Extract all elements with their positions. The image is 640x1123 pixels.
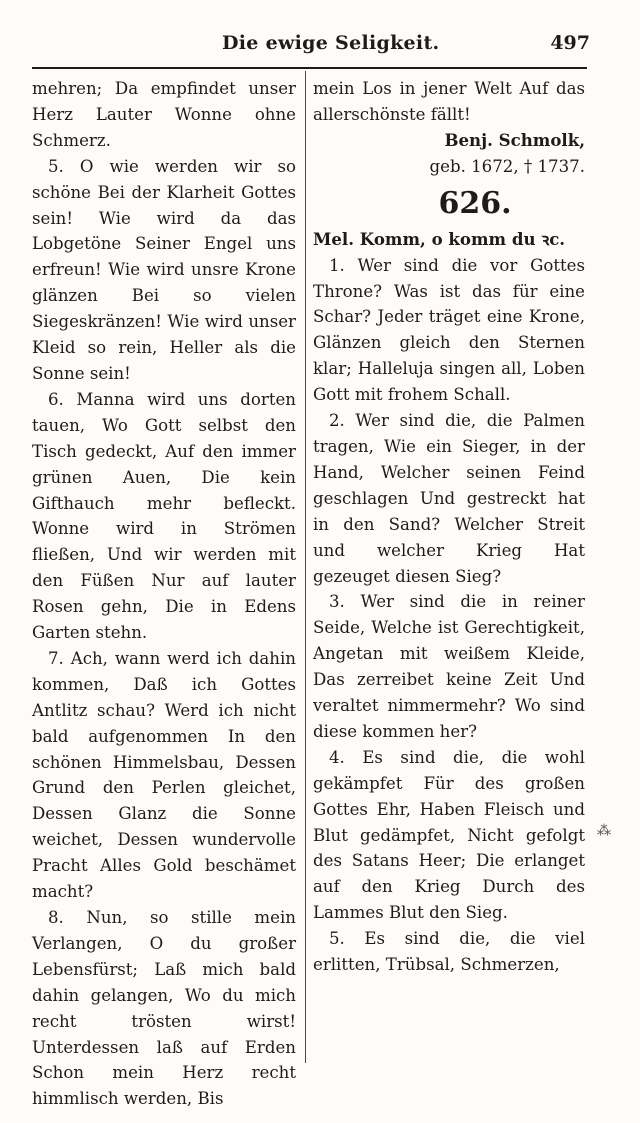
right-verse-continuation: mein Los in jener Welt Auf das allerschönste fällt!	[313, 79, 585, 124]
left-column	[32, 76, 296, 1112]
left-verse-continuation: mehren; Da empfindet unser Herz Lauter Wonne ohne Schmerz.	[32, 79, 296, 150]
left-verse-6: 6. Manna wird uns dorten tauen, Wo Gott selbst den Tisch gedeckt, Auf den immer grünen Auen, Die kein Gifthauch mehr befleckt. Wonne wird in Strömen fließen, Und wir werden mit den Füßen Nur auf lauter Rosen gehn, Die in Edens Garten stehn.	[32, 389, 296, 643]
margin-mark: ⁂	[597, 823, 611, 839]
left-verse-5: 5. O wie werden wir so schöne Bei der Klarheit Gottes sein! Wie wird da das Lobgetöne Seiner Engel uns erfreun! Wie wird unsre Krone glänzen Bei so vielen Siegeskränzen! Wie wird unser Kleid so rein, Heller als die Sonne sein!	[32, 156, 296, 383]
running-title: Die ewige Seligkeit.	[222, 32, 440, 54]
author-name: Benj. Schmolk,	[444, 129, 585, 150]
right-verse-2: 2. Wer sind die, die Palmen tragen, Wie ein Sieger, in der Hand, Welcher seinen Feind geschlagen Und gestreckt hat in den Sand? Welcher Streit und welcher Krieg Hat gezeuget diesen Sieg?	[313, 411, 585, 586]
right-verse-4: 4. Es sind die, die wohl gekämpfet Für des großen Gottes Ehr, Haben Fleisch und Blut gedämpfet, Nicht gefolgt des Satans Heer; Die erlanget auf den Krieg Durch des Lammes Blut den Sieg.	[313, 747, 585, 923]
right-verse-5: 5. Es sind die, die viel erlitten, Trübsal, Schmerzen,	[313, 929, 585, 975]
page-number: 497	[550, 32, 590, 54]
page-header	[32, 30, 608, 62]
column-divider	[305, 71, 306, 1063]
author-dates: geb. 1672, † 1737.	[429, 156, 585, 176]
hymn-number: 626.	[438, 185, 512, 221]
right-verse-3: 3. Wer sind die in reiner Seide, Welche ist Gerechtigkeit, Angetan mit weißem Kleide, Das zerreibet keine Zeit Und veraltet nimmermehr? Wo sind diese kommen her?	[313, 592, 585, 741]
left-verse-7: 7. Ach, wann werd ich dahin kommen, Daß ich Gottes Antlitz schau? Werd ich nicht bald aufgenommen In den schönen Himmelsbau, Dessen Grund den Perlen gleichet, Dessen Glanz die Sonne weichet, Dessen wundervolle Pracht Alles Gold beschämet macht?	[32, 648, 296, 902]
right-verse-1: 1. Wer sind die vor Gottes Throne? Was ist das für eine Schar? Jeder träget eine Krone, Glänzen gleich den Sternen klar; Halleluja singen all, Loben Gott mit frohem Schall.	[313, 255, 585, 405]
header-rule	[32, 67, 587, 69]
left-verse-8: 8. Nun, so stille mein Verlangen, O du großer Lebensfürst; Laß mich bald dahin gelangen, Wo du mich recht trösten wirst! Unterdessen laß auf Erden Schon mein Herz recht himmlisch werden, Bis	[32, 908, 296, 1109]
melody-line: Mel. Komm, o komm du ꝛc.	[313, 228, 566, 249]
right-column	[313, 76, 585, 978]
